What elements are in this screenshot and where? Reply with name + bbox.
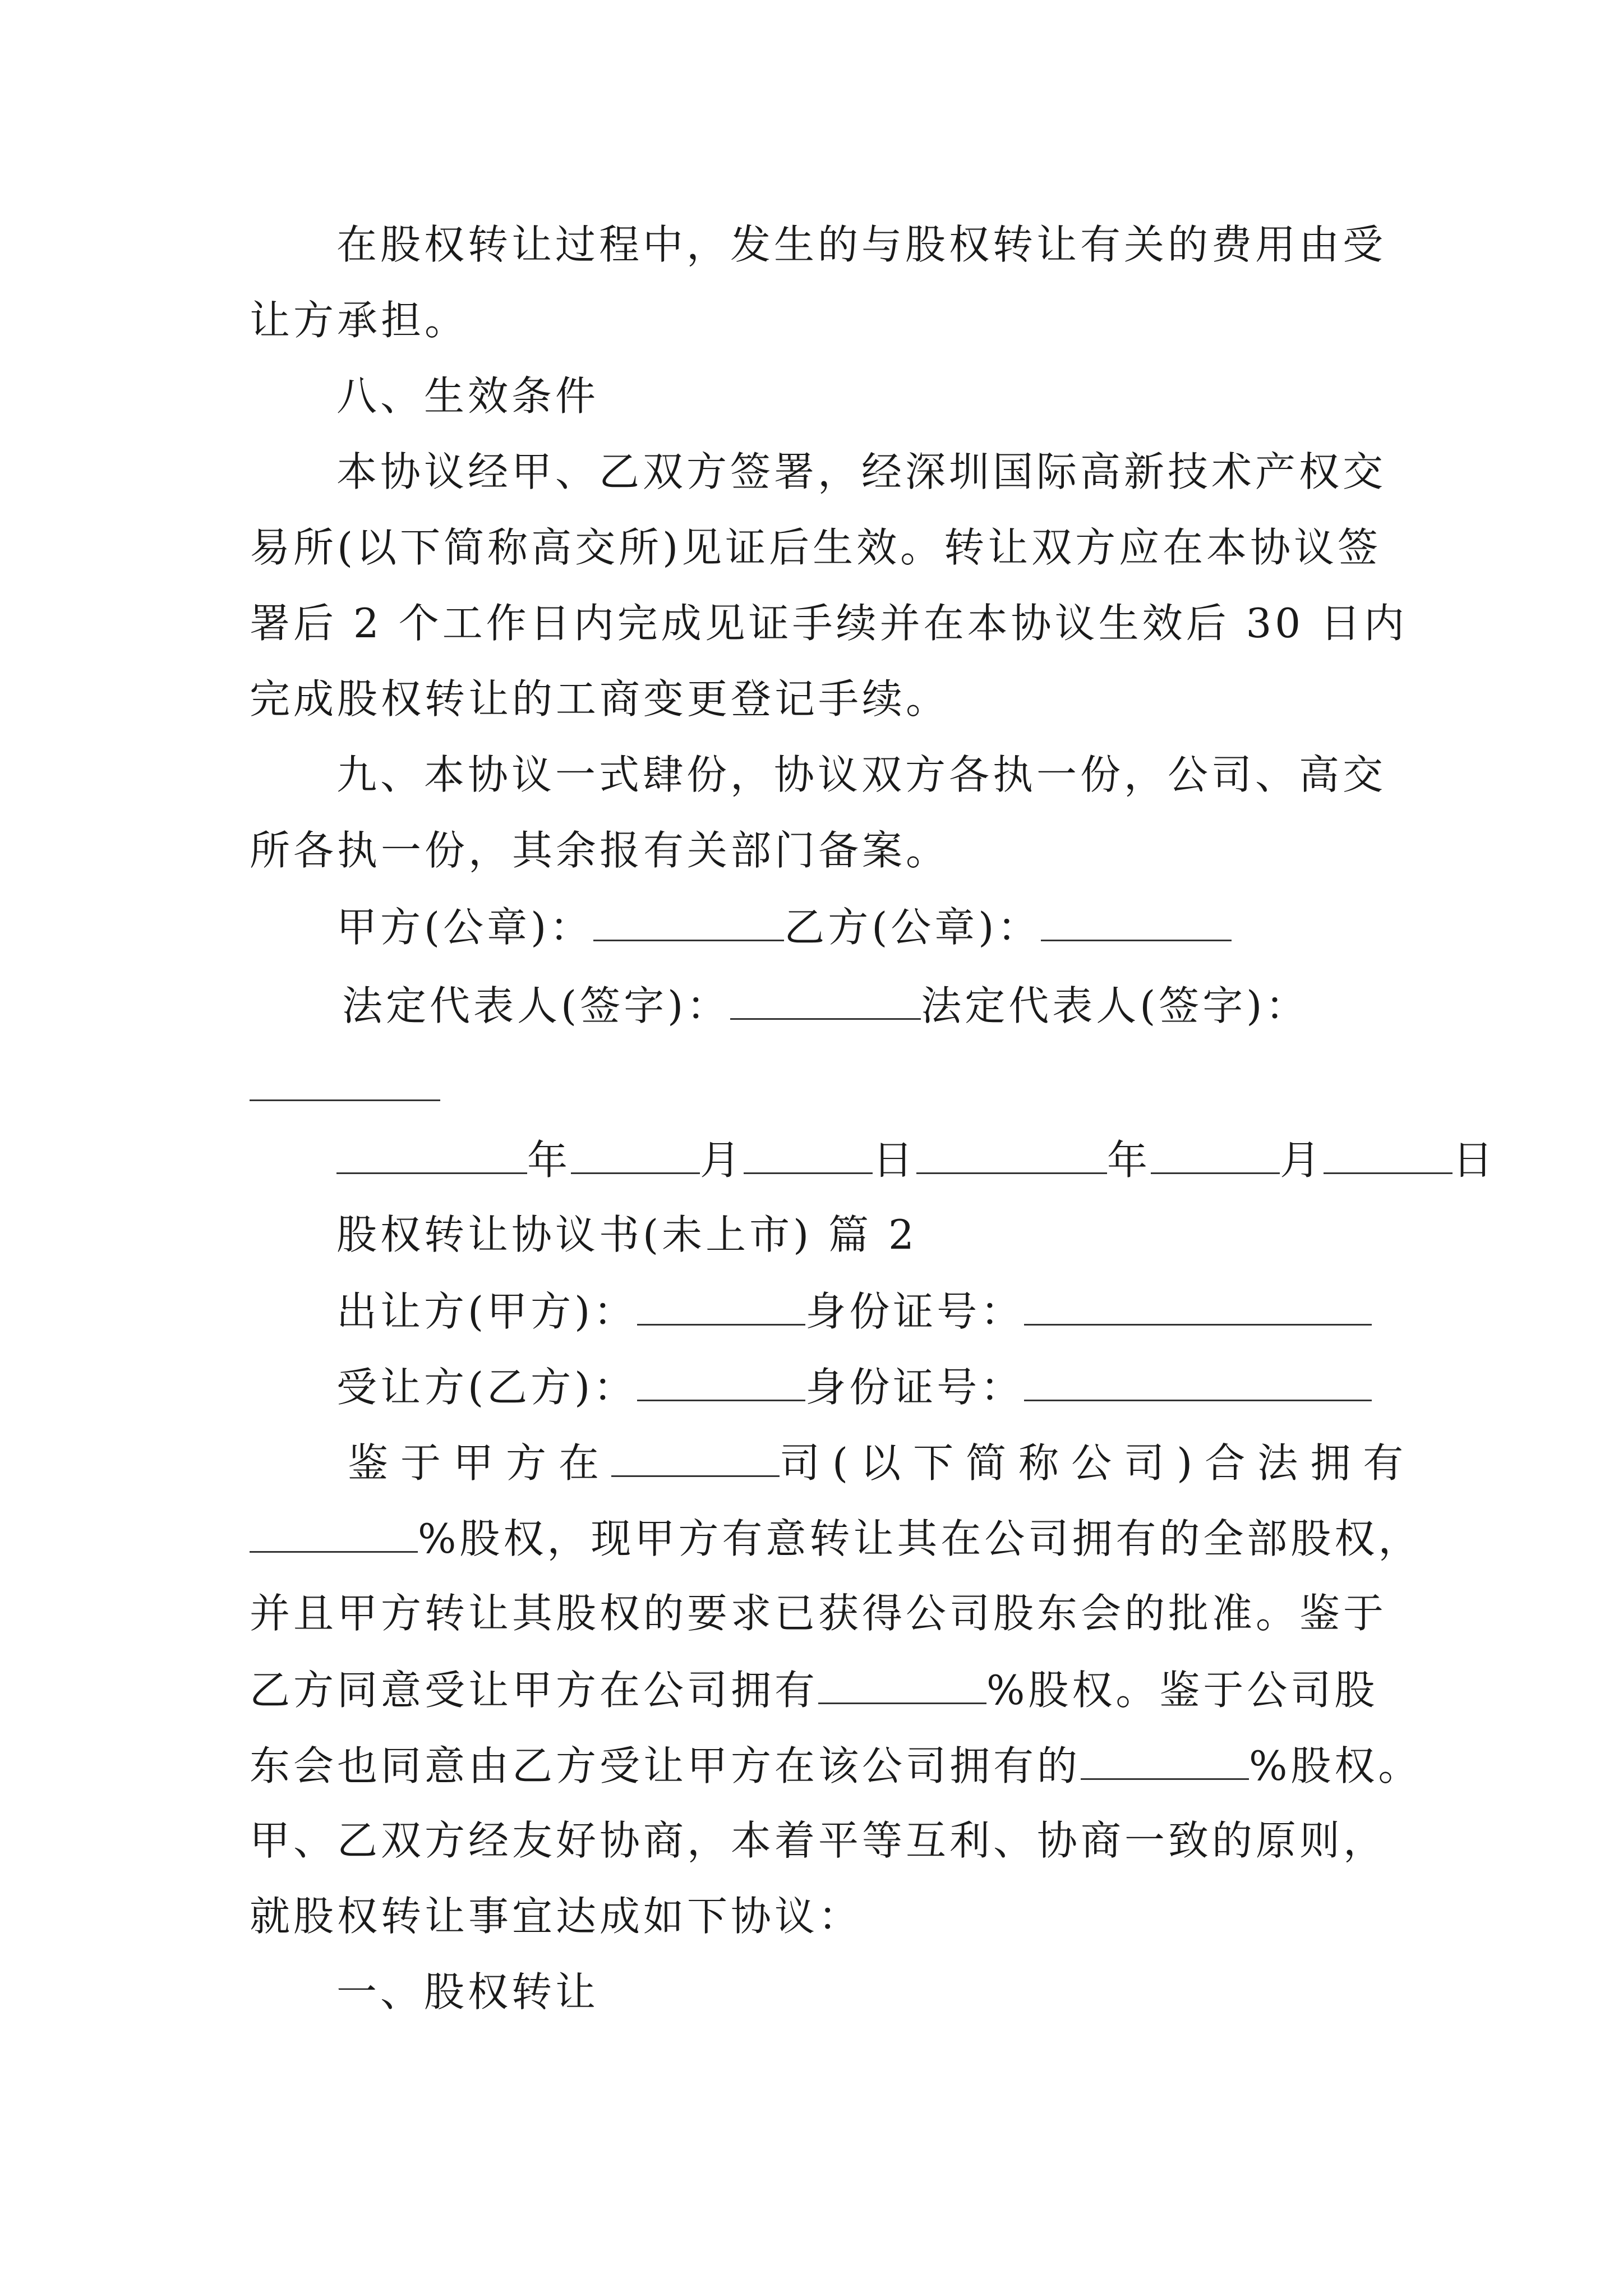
paragraph-line bbox=[250, 1742, 1422, 1789]
transferor-id-blank bbox=[1024, 1290, 1372, 1326]
transferor-blank bbox=[637, 1290, 805, 1326]
transferee-line bbox=[336, 1364, 1382, 1411]
party-a-seal-label: 甲方(公章)： bbox=[336, 904, 594, 951]
id-no-label: 身份证号： bbox=[805, 1364, 1025, 1411]
paragraph-line: 易所(以下简称高交所)见证后生效。转让双方应在本协议签 bbox=[250, 524, 1382, 571]
day-b-blank bbox=[1324, 1139, 1453, 1174]
day-a-blank bbox=[744, 1139, 873, 1174]
company-name-blank bbox=[611, 1442, 780, 1477]
seal-line bbox=[336, 904, 1382, 951]
legal-rep-b-label: 法定代表人(签字)： bbox=[921, 982, 1310, 1029]
party-a-seal-blank bbox=[593, 906, 784, 941]
year-a-blank bbox=[336, 1139, 527, 1174]
whereas-text-a: 东会也同意由乙方受让甲方在该公司拥有的 bbox=[250, 1742, 1081, 1789]
legal-rep-line bbox=[342, 982, 1388, 1029]
paragraph-line: 署后 2 个工作日内完成见证手续并在本协议生效后 30 日内 bbox=[250, 600, 1408, 647]
day-label: 日 bbox=[873, 1137, 917, 1184]
paragraph-line: 完成股权转让的工商变更登记手续。 bbox=[250, 675, 950, 723]
month-label: 月 bbox=[700, 1137, 744, 1184]
paragraph-line bbox=[250, 1667, 1382, 1714]
year-b-blank bbox=[916, 1139, 1107, 1174]
paragraph-line: 九、本协议一式肆份，协议双方各执一份，公司、高交 bbox=[336, 751, 1387, 798]
day-label: 日 bbox=[1453, 1137, 1497, 1184]
transferee-id-blank bbox=[1024, 1366, 1372, 1401]
month-a-blank bbox=[571, 1139, 700, 1174]
paragraph-line: 本协议经甲、乙双方签署，经深圳国际高新技术产权交 bbox=[336, 448, 1387, 495]
paragraph-line: 所各执一份，其余报有关部门备案。 bbox=[250, 827, 950, 874]
section2-title: 股权转让协议书(未上市) 篇 2 bbox=[336, 1211, 917, 1258]
year-label: 年 bbox=[1107, 1137, 1151, 1184]
legal-rep-a-blank bbox=[730, 984, 921, 1020]
paragraph-line bbox=[250, 1515, 1422, 1562]
equity-percent-blank bbox=[1081, 1745, 1249, 1780]
whereas-text-b: 司(以下简称公司)合法拥有 bbox=[780, 1439, 1416, 1487]
whereas-text-a: 鉴于甲方在 bbox=[348, 1439, 612, 1487]
party-b-seal-blank bbox=[1041, 906, 1232, 941]
whereas-text: %股权，现甲方有意转让其在公司拥有的全部股权， bbox=[418, 1515, 1422, 1562]
month-b-blank bbox=[1151, 1139, 1280, 1174]
year-label: 年 bbox=[527, 1137, 571, 1184]
paragraph-line: 在股权转让过程中，发生的与股权转让有关的费用由受 bbox=[336, 221, 1387, 268]
paragraph-line: 让方承担。 bbox=[250, 297, 469, 344]
whereas-text-b: %股权。 bbox=[1249, 1742, 1422, 1789]
whereas-text-b: %股权。鉴于公司股 bbox=[986, 1667, 1378, 1714]
month-label: 月 bbox=[1280, 1137, 1324, 1184]
legal-rep-b-blank bbox=[250, 1099, 440, 1101]
paragraph-line: 甲、乙双方经友好协商，本着平等互利、协商一致的原则， bbox=[250, 1817, 1387, 1864]
paragraph-line bbox=[348, 1439, 1416, 1487]
date-line bbox=[336, 1137, 1497, 1184]
legal-rep-a-label: 法定代表人(签字)： bbox=[342, 982, 731, 1029]
whereas-text-a: 乙方同意受让甲方在公司拥有 bbox=[250, 1667, 819, 1714]
id-no-label: 身份证号： bbox=[805, 1288, 1025, 1335]
equity-percent-blank bbox=[818, 1669, 986, 1704]
equity-percent-blank bbox=[250, 1517, 418, 1553]
section-heading-effective-conditions: 八、生效条件 bbox=[336, 372, 600, 420]
party-b-seal-label: 乙方(公章)： bbox=[784, 904, 1041, 951]
transferor-label: 出让方(甲方)： bbox=[336, 1288, 638, 1335]
transferee-label: 受让方(乙方)： bbox=[336, 1364, 638, 1411]
transferee-blank bbox=[637, 1366, 805, 1401]
paragraph-line: 并且甲方转让其股权的要求已获得公司股东会的批准。鉴于 bbox=[250, 1590, 1387, 1637]
section-heading-equity-transfer: 一、股权转让 bbox=[336, 1968, 600, 2016]
paragraph-line: 就股权转让事宜达成如下协议： bbox=[250, 1893, 863, 1940]
transferor-line bbox=[336, 1288, 1382, 1335]
